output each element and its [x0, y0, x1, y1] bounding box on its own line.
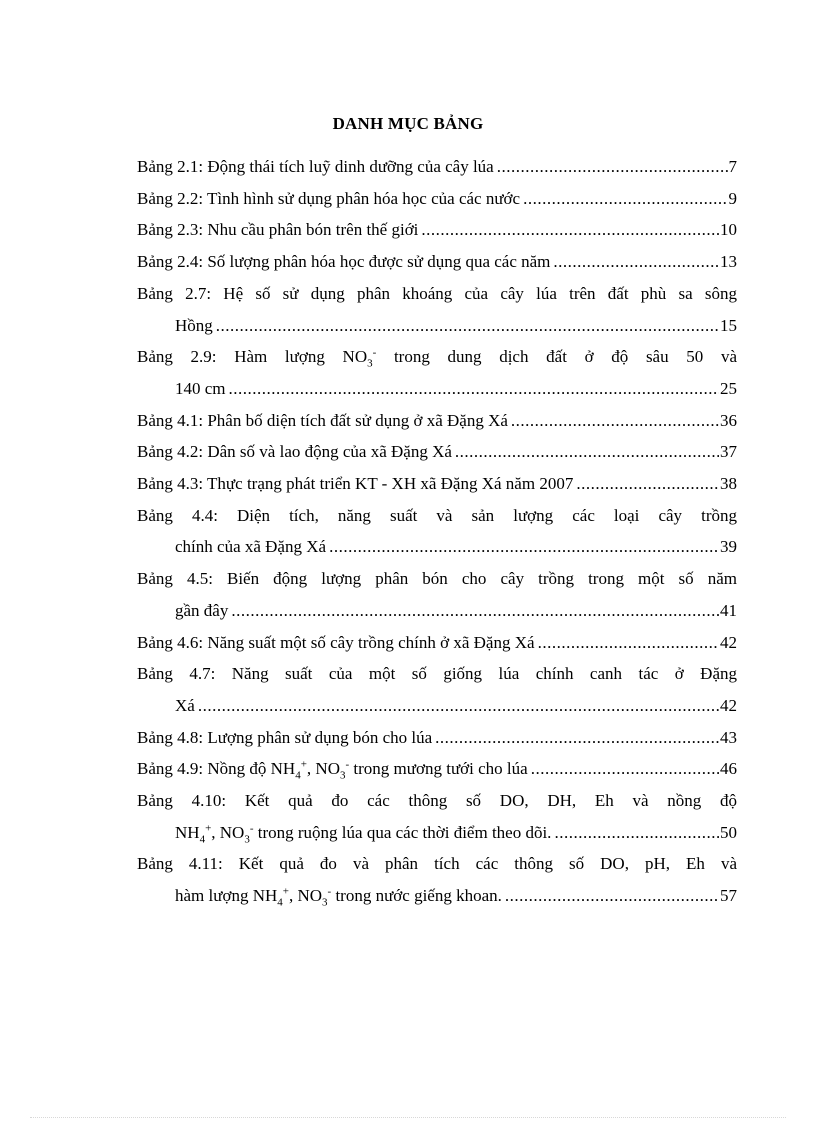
toc-entry — [137, 753, 737, 785]
dot-leader — [573, 468, 719, 500]
toc-entry — [137, 563, 737, 626]
page-number: 13 — [720, 252, 737, 272]
dot-leader — [326, 531, 719, 563]
page-number: 7 — [728, 157, 737, 176]
page-title: DANH MỤC BẢNG — [332, 114, 484, 133]
toc-entry — [137, 468, 737, 500]
entry-title-line1: Bảng 4.10: Kết quả đo các thông số DO, DH, Eh và nồng độ — [137, 791, 737, 811]
entry-title-line2: gần đây — [175, 600, 229, 620]
entry-title: Bảng 2.2: Tình hình sử dụng phân hóa học của các nước — [137, 188, 521, 208]
page-number: 50 — [720, 822, 737, 842]
dot-leader — [535, 627, 719, 659]
toc-entry — [137, 405, 737, 437]
toc-entry — [137, 341, 737, 404]
entry-title-line1: Bảng 2.9: Hàm lượng $NO_3^-$ trong dung dịch đất ở độ sâu 50 và — [137, 346, 737, 370]
page-number: 57 — [720, 886, 737, 906]
page-number: 43 — [720, 727, 737, 747]
page-number: 9 — [728, 188, 737, 208]
page-number: 46 — [720, 759, 737, 779]
dot-leader — [226, 373, 719, 405]
dot-leader — [228, 595, 719, 627]
toc-entry — [137, 722, 737, 754]
entry-title-line2: Hồng — [175, 315, 213, 335]
toc-entry — [137, 151, 737, 183]
toc-entry — [137, 246, 737, 278]
toc-entry — [137, 500, 737, 563]
entry-title: Bảng 4.2: Dân số và lao động của xã Đặng Xá — [137, 442, 452, 462]
toc-entry — [137, 183, 737, 215]
dot-leader — [432, 722, 719, 754]
page-number: 39 — [720, 537, 737, 557]
dot-leader — [508, 405, 719, 437]
dot-leader — [213, 310, 719, 342]
page-bottom-border — [30, 1117, 786, 1118]
page-number: 42 — [720, 695, 737, 715]
toc-entry — [137, 214, 737, 246]
toc-entry — [137, 785, 737, 848]
toc-entry — [137, 658, 737, 721]
toc-entry — [137, 627, 737, 659]
dot-leader — [494, 151, 728, 183]
page-number: 42 — [720, 632, 737, 652]
entry-title: Bảng 4.6: Năng suất một số cây trồng chính ở xã Đặng Xá — [137, 632, 535, 652]
entry-title: Bảng 2.3: Nhu cầu phân bón trên thế giới — [137, 220, 419, 240]
dot-leader — [452, 436, 719, 468]
entry-title-line2: 140 cm — [175, 378, 226, 398]
entry-title-line1: Bảng 4.4: Diện tích, năng suất và sản lượng các loại cây trồng — [137, 505, 737, 525]
entry-title: Bảng 4.9: Nồng độ $NH_4^+$, $NO_3^-$ trong mương tưới cho lúa — [137, 758, 528, 782]
page-number: 36 — [720, 410, 737, 430]
entry-title-line1: Bảng 4.7: Năng suất của một số giống lúa chính canh tác ở Đặng — [137, 664, 737, 684]
entry-title-line1: Bảng 4.5: Biến động lượng phân bón cho cây trồng trong một số năm — [137, 569, 737, 589]
entry-title-line2: $NH_4^+$, $NO_3^-$ trong ruộng lúa qua các thời điểm theo dõi. — [175, 822, 552, 846]
toc-entry — [137, 848, 737, 911]
entry-title: Bảng 4.8: Lượng phân sử dụng bón cho lúa — [137, 727, 433, 747]
dot-leader — [418, 214, 719, 246]
page-number: 10 — [720, 220, 737, 240]
page-number: 38 — [720, 474, 737, 494]
entry-title-line1: Bảng 4.11: Kết quả đo và phân tích các thông số DO, pH, Eh và — [137, 854, 737, 874]
dot-leader — [551, 817, 719, 849]
entry-title: Bảng 2.4: Số lượng phân hóa học được sử dụng qua các năm — [137, 252, 551, 272]
dot-leader — [528, 753, 719, 785]
entry-title-line1: Bảng 2.7: Hệ số sử dụng phân khoáng của cây lúa trên đất phù sa sông — [137, 283, 737, 303]
toc-entry — [137, 436, 737, 468]
table-list — [137, 151, 737, 912]
toc-entry — [137, 278, 737, 341]
page-number: 25 — [720, 378, 737, 398]
entry-title-line2: Xá — [175, 695, 195, 715]
page-number: 15 — [720, 315, 737, 335]
dot-leader — [195, 690, 719, 722]
entry-title: Bảng 4.3: Thực trạng phát triển KT - XH xã Đặng Xá năm 2007 — [137, 474, 574, 494]
entry-title: Bảng 2.1: Động thái tích luỹ dinh dưỡng của cây lúa — [137, 157, 494, 176]
dot-leader — [520, 183, 727, 215]
dot-leader — [502, 880, 719, 912]
page-number: 41 — [720, 600, 737, 620]
entry-title: Bảng 4.1: Phân bố diện tích đất sử dụng ở xã Đặng Xá — [137, 410, 508, 430]
dot-leader — [550, 246, 719, 278]
entry-title-line2: chính của xã Đặng Xá — [175, 537, 327, 557]
entry-title-line2: hàm lượng $NH_4^+$, $NO_3^-$ trong nước giếng khoan. — [175, 885, 502, 909]
page-number: 37 — [720, 442, 737, 462]
